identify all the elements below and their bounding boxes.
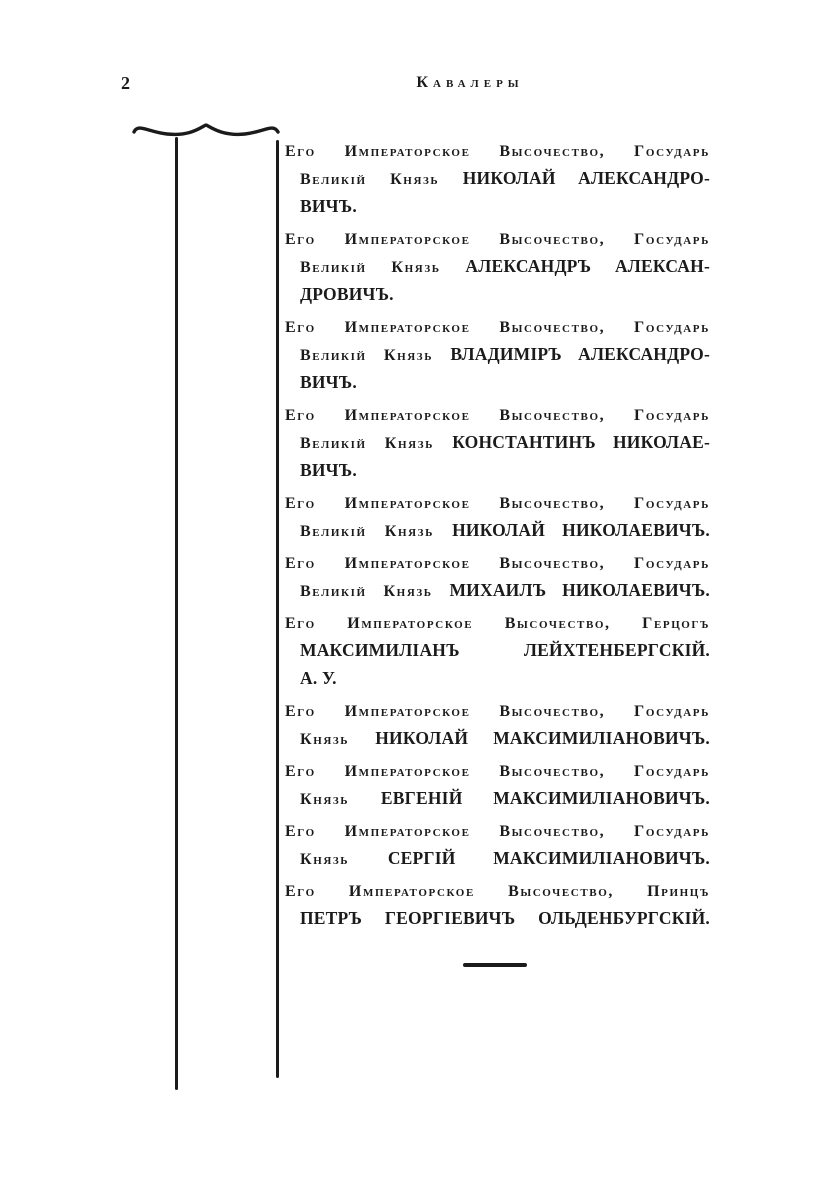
entry-line bbox=[285, 550, 710, 577]
entry-line bbox=[285, 637, 710, 665]
entry-line bbox=[285, 725, 710, 753]
entry-line bbox=[285, 341, 710, 369]
person-name: МИХАИЛЪ НИКОЛАЕВИЧЪ. bbox=[449, 580, 710, 600]
entry-line bbox=[285, 845, 710, 873]
entry bbox=[285, 698, 710, 753]
person-name: НИКОЛАЙ АЛЕКСАНДРО- bbox=[462, 168, 710, 188]
brace-ornament bbox=[131, 117, 281, 141]
honorific-text: Великій Князь bbox=[300, 259, 466, 276]
entry-line bbox=[285, 402, 710, 429]
person-name: СЕРГІЙ МАКСИМИЛІАНОВИЧЪ. bbox=[387, 848, 710, 868]
honorific-text: Его Императорское Высочество, Государь bbox=[285, 231, 710, 248]
entry bbox=[285, 226, 710, 309]
honorific-text: Великій Князь bbox=[300, 523, 453, 540]
entries-list bbox=[285, 138, 710, 938]
right-vertical-rule bbox=[276, 140, 279, 1078]
page-number: 2 bbox=[121, 73, 130, 93]
entry-line bbox=[285, 369, 710, 397]
honorific-text: Его Императорское Высочество, Принцъ bbox=[285, 883, 710, 900]
entry-line bbox=[285, 818, 710, 845]
entry bbox=[285, 610, 710, 693]
entry-line bbox=[285, 165, 710, 193]
entry-line bbox=[285, 785, 710, 813]
entry-line bbox=[285, 610, 710, 637]
honorific-text: Его Императорское Высочество, Государь bbox=[285, 143, 710, 160]
person-name: НИКОЛАЙ МАКСИМИЛІАНОВИЧЪ. bbox=[375, 728, 710, 748]
honorific-text: Великій Князь bbox=[300, 171, 463, 188]
honorific-text: Его Императорское Высочество, Герцогъ bbox=[285, 615, 710, 632]
entry-line bbox=[285, 577, 710, 605]
entry-line bbox=[285, 193, 710, 221]
person-name: ПЕТРЪ ГЕОРГІЕВИЧЪ ОЛЬДЕНБУРГСКІЙ. bbox=[300, 908, 710, 928]
entry-line bbox=[285, 517, 710, 545]
honorific-text: Великій Князь bbox=[300, 583, 450, 600]
entry-line bbox=[285, 429, 710, 457]
entry-line bbox=[285, 490, 710, 517]
honorific-text: Его Императорское Высочество, Государь bbox=[285, 407, 710, 424]
honorific-text: Его Императорское Высочество, Государь bbox=[285, 703, 710, 720]
honorific-text: Князь bbox=[300, 851, 388, 868]
entry bbox=[285, 758, 710, 813]
person-name: ВИЧЪ. bbox=[300, 196, 357, 216]
person-name: ВЛАДИМІРЪ АЛЕКСАНДРО- bbox=[450, 344, 710, 364]
left-vertical-rule bbox=[175, 137, 178, 1090]
honorific-text: Его Императорское Высочество, Государь bbox=[285, 495, 710, 512]
entry bbox=[285, 138, 710, 221]
honorific-text: Его Императорское Высочество, Государь bbox=[285, 319, 710, 336]
entry-line bbox=[285, 665, 710, 693]
honorific-text: Князь bbox=[300, 791, 381, 808]
honorific-text: Его Императорское Высочество, Государь bbox=[285, 555, 710, 572]
person-name: МАКСИМИЛІАНЪ ЛЕЙХТЕНБЕРГСКІЙ. bbox=[300, 640, 710, 660]
entry bbox=[285, 314, 710, 397]
entry bbox=[285, 878, 710, 933]
honorific-text: Его Императорское Высочество, Государь bbox=[285, 823, 710, 840]
person-name: АЛЕКСАНДРЪ АЛЕКСАН- bbox=[465, 256, 710, 276]
entry bbox=[285, 402, 710, 485]
entry-line bbox=[285, 457, 710, 485]
person-name: А. У. bbox=[300, 668, 337, 688]
honorific-text: Великій Князь bbox=[300, 347, 451, 364]
person-name: НИКОЛАЙ НИКОЛАЕВИЧЪ. bbox=[452, 520, 710, 540]
running-head: Кавалеры bbox=[416, 74, 524, 91]
person-name: ВИЧЪ. bbox=[300, 372, 357, 392]
entry-line bbox=[285, 138, 710, 165]
entry-line bbox=[285, 253, 710, 281]
end-rule bbox=[463, 963, 527, 967]
entry bbox=[285, 550, 710, 605]
honorific-text: Князь bbox=[300, 731, 376, 748]
person-name: КОНСТАНТИНЪ НИКОЛАЕ- bbox=[452, 432, 710, 452]
brace-icon bbox=[131, 117, 281, 141]
entry-line bbox=[285, 758, 710, 785]
entry bbox=[285, 490, 710, 545]
entry bbox=[285, 818, 710, 873]
person-name: ДРОВИЧЪ. bbox=[300, 284, 394, 304]
entry-line bbox=[285, 905, 710, 933]
honorific-text: Его Императорское Высочество, Государь bbox=[285, 763, 710, 780]
entry-line bbox=[285, 878, 710, 905]
honorific-text: Великій Князь bbox=[300, 435, 453, 452]
person-name: ВИЧЪ. bbox=[300, 460, 357, 480]
entry-line bbox=[285, 698, 710, 725]
entry-line bbox=[285, 281, 710, 309]
person-name: ЕВГЕНІЙ МАКСИМИЛІАНОВИЧЪ. bbox=[380, 788, 711, 808]
entry-line bbox=[285, 226, 710, 253]
entry-line bbox=[285, 314, 710, 341]
